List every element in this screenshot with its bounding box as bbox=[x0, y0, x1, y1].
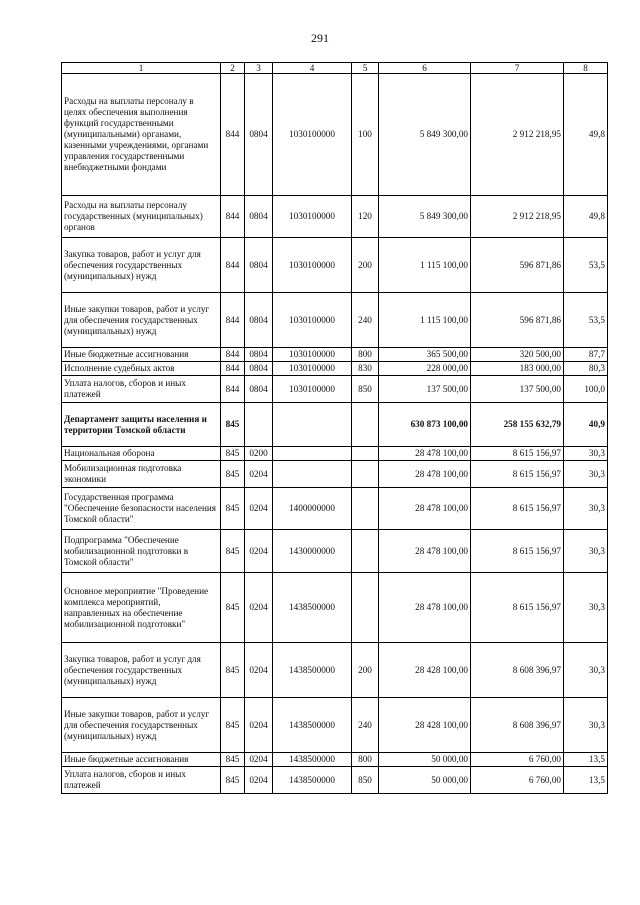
column-header: 3 bbox=[245, 63, 273, 74]
cell-expense-type: 800 bbox=[352, 348, 379, 362]
budget-table bbox=[61, 62, 608, 794]
cell-fact: 258 155 632,79 bbox=[471, 403, 564, 447]
cell-name: Иные закупки товаров, работ и услуг для обеспечения государственных (муниципальных) нужд bbox=[62, 698, 221, 753]
cell-section: 0204 bbox=[245, 488, 273, 530]
cell-name: Департамент защиты населения и территории Томской области bbox=[62, 403, 221, 447]
column-header: 5 bbox=[352, 63, 379, 74]
cell-plan: 28 428 100,00 bbox=[379, 698, 471, 753]
cell-fact: 320 500,00 bbox=[471, 348, 564, 362]
cell-percent: 40,9 bbox=[564, 403, 608, 447]
cell-percent: 30,3 bbox=[564, 447, 608, 461]
cell-section: 0204 bbox=[245, 530, 273, 573]
cell-grbs: 845 bbox=[221, 698, 245, 753]
table-row bbox=[62, 753, 608, 767]
cell-grbs: 844 bbox=[221, 293, 245, 348]
cell-fact: 2 912 218,95 bbox=[471, 74, 564, 196]
cell-grbs: 844 bbox=[221, 74, 245, 196]
cell-percent: 49,8 bbox=[564, 74, 608, 196]
cell-expense-type: 850 bbox=[352, 767, 379, 794]
cell-grbs: 845 bbox=[221, 403, 245, 447]
cell-plan: 28 478 100,00 bbox=[379, 488, 471, 530]
cell-expense-type bbox=[352, 461, 379, 488]
cell-target-article: 1030100000 bbox=[273, 376, 352, 403]
cell-expense-type bbox=[352, 573, 379, 643]
cell-plan: 1 115 100,00 bbox=[379, 293, 471, 348]
table-row bbox=[62, 488, 608, 530]
cell-grbs: 845 bbox=[221, 461, 245, 488]
cell-name: Расходы на выплаты персоналу государственных (муниципальных) органов bbox=[62, 196, 221, 238]
cell-target-article: 1438500000 bbox=[273, 698, 352, 753]
table-row bbox=[62, 698, 608, 753]
cell-name: Подпрограмма "Обеспечение мобилизационной подготовки в Томской области" bbox=[62, 530, 221, 573]
cell-percent: 30,3 bbox=[564, 698, 608, 753]
cell-expense-type: 830 bbox=[352, 362, 379, 376]
cell-section: 0204 bbox=[245, 698, 273, 753]
cell-plan: 1 115 100,00 bbox=[379, 238, 471, 293]
cell-expense-type bbox=[352, 488, 379, 530]
cell-percent: 30,3 bbox=[564, 643, 608, 698]
table-header-row bbox=[62, 63, 608, 74]
cell-fact: 6 760,00 bbox=[471, 767, 564, 794]
cell-expense-type: 200 bbox=[352, 643, 379, 698]
cell-grbs: 845 bbox=[221, 573, 245, 643]
cell-fact: 8 615 156,97 bbox=[471, 488, 564, 530]
cell-target-article: 1438500000 bbox=[273, 753, 352, 767]
table-row bbox=[62, 403, 608, 447]
cell-name: Иные бюджетные ассигнования bbox=[62, 348, 221, 362]
cell-grbs: 845 bbox=[221, 643, 245, 698]
cell-target-article: 1030100000 bbox=[273, 362, 352, 376]
cell-fact: 6 760,00 bbox=[471, 753, 564, 767]
cell-target-article bbox=[273, 403, 352, 447]
table-row bbox=[62, 348, 608, 362]
page-number: 291 bbox=[311, 31, 329, 45]
cell-expense-type: 100 bbox=[352, 74, 379, 196]
cell-expense-type: 120 bbox=[352, 196, 379, 238]
cell-plan: 228 000,00 bbox=[379, 362, 471, 376]
table-row bbox=[62, 376, 608, 403]
cell-expense-type: 240 bbox=[352, 293, 379, 348]
cell-target-article bbox=[273, 447, 352, 461]
table-row bbox=[62, 293, 608, 348]
cell-expense-type: 800 bbox=[352, 753, 379, 767]
cell-section: 0804 bbox=[245, 362, 273, 376]
cell-target-article: 1030100000 bbox=[273, 293, 352, 348]
cell-section: 0200 bbox=[245, 447, 273, 461]
table-row bbox=[62, 767, 608, 794]
cell-expense-type bbox=[352, 530, 379, 573]
cell-section: 0204 bbox=[245, 753, 273, 767]
cell-name: Основное мероприятие "Проведение комплекса мероприятий, направленных на обеспечение мобилизационной подготовки" bbox=[62, 573, 221, 643]
cell-plan: 28 428 100,00 bbox=[379, 643, 471, 698]
table-row bbox=[62, 643, 608, 698]
cell-target-article bbox=[273, 461, 352, 488]
cell-target-article: 1030100000 bbox=[273, 238, 352, 293]
cell-fact: 8 615 156,97 bbox=[471, 461, 564, 488]
cell-plan: 28 478 100,00 bbox=[379, 447, 471, 461]
cell-percent: 30,3 bbox=[564, 461, 608, 488]
table-row bbox=[62, 530, 608, 573]
cell-plan: 28 478 100,00 bbox=[379, 530, 471, 573]
cell-fact: 2 912 218,95 bbox=[471, 196, 564, 238]
cell-grbs: 845 bbox=[221, 753, 245, 767]
table-row bbox=[62, 362, 608, 376]
cell-name: Национальная оборона bbox=[62, 447, 221, 461]
cell-fact: 8 608 396,97 bbox=[471, 643, 564, 698]
cell-name: Расходы на выплаты персоналу в целях обеспечения выполнения функций государственными (муниципальными) органами, казенными учреждениями, органами управления государственными внебюджетными фондами bbox=[62, 74, 221, 196]
cell-section: 0804 bbox=[245, 196, 273, 238]
cell-section: 0804 bbox=[245, 376, 273, 403]
cell-name: Государственная программа "Обеспечение безопасности населения Томской области" bbox=[62, 488, 221, 530]
cell-plan: 28 478 100,00 bbox=[379, 573, 471, 643]
column-header: 8 bbox=[564, 63, 608, 74]
cell-grbs: 845 bbox=[221, 488, 245, 530]
cell-percent: 80,3 bbox=[564, 362, 608, 376]
column-header: 7 bbox=[471, 63, 564, 74]
cell-section: 0204 bbox=[245, 573, 273, 643]
cell-section: 0804 bbox=[245, 74, 273, 196]
cell-fact: 137 500,00 bbox=[471, 376, 564, 403]
table-row bbox=[62, 196, 608, 238]
cell-percent: 87,7 bbox=[564, 348, 608, 362]
table-row bbox=[62, 461, 608, 488]
cell-target-article: 1438500000 bbox=[273, 573, 352, 643]
cell-grbs: 845 bbox=[221, 767, 245, 794]
cell-target-article: 1030100000 bbox=[273, 74, 352, 196]
cell-target-article: 1400000000 bbox=[273, 488, 352, 530]
cell-grbs: 844 bbox=[221, 196, 245, 238]
cell-grbs: 844 bbox=[221, 238, 245, 293]
cell-plan: 50 000,00 bbox=[379, 767, 471, 794]
table-row bbox=[62, 447, 608, 461]
cell-section: 0804 bbox=[245, 348, 273, 362]
cell-fact: 8 615 156,97 bbox=[471, 530, 564, 573]
cell-target-article: 1030100000 bbox=[273, 196, 352, 238]
cell-percent: 30,3 bbox=[564, 530, 608, 573]
cell-expense-type: 240 bbox=[352, 698, 379, 753]
cell-percent: 53,5 bbox=[564, 293, 608, 348]
cell-grbs: 844 bbox=[221, 362, 245, 376]
cell-name: Иные бюджетные ассигнования bbox=[62, 753, 221, 767]
cell-plan: 50 000,00 bbox=[379, 753, 471, 767]
cell-name: Иные закупки товаров, работ и услуг для обеспечения государственных (муниципальных) нужд bbox=[62, 293, 221, 348]
cell-section: 0204 bbox=[245, 767, 273, 794]
cell-fact: 183 000,00 bbox=[471, 362, 564, 376]
cell-target-article: 1438500000 bbox=[273, 643, 352, 698]
column-header: 1 bbox=[62, 63, 221, 74]
cell-expense-type bbox=[352, 403, 379, 447]
cell-fact: 8 615 156,97 bbox=[471, 447, 564, 461]
cell-grbs: 845 bbox=[221, 447, 245, 461]
cell-plan: 630 873 100,00 bbox=[379, 403, 471, 447]
cell-plan: 137 500,00 bbox=[379, 376, 471, 403]
cell-plan: 5 849 300,00 bbox=[379, 74, 471, 196]
cell-section: 0204 bbox=[245, 461, 273, 488]
cell-grbs: 845 bbox=[221, 530, 245, 573]
cell-expense-type: 850 bbox=[352, 376, 379, 403]
cell-section: 0204 bbox=[245, 643, 273, 698]
cell-section: 0804 bbox=[245, 293, 273, 348]
cell-grbs: 844 bbox=[221, 348, 245, 362]
cell-percent: 30,3 bbox=[564, 573, 608, 643]
cell-name: Уплата налогов, сборов и иных платежей bbox=[62, 767, 221, 794]
cell-percent: 30,3 bbox=[564, 488, 608, 530]
cell-plan: 28 478 100,00 bbox=[379, 461, 471, 488]
cell-name: Исполнение судебных актов bbox=[62, 362, 221, 376]
cell-expense-type bbox=[352, 447, 379, 461]
cell-percent: 13,5 bbox=[564, 753, 608, 767]
cell-percent: 49,8 bbox=[564, 196, 608, 238]
cell-fact: 8 615 156,97 bbox=[471, 573, 564, 643]
cell-grbs: 844 bbox=[221, 376, 245, 403]
column-header: 4 bbox=[273, 63, 352, 74]
cell-percent: 100,0 bbox=[564, 376, 608, 403]
table-row bbox=[62, 573, 608, 643]
cell-plan: 5 849 300,00 bbox=[379, 196, 471, 238]
cell-percent: 53,5 bbox=[564, 238, 608, 293]
cell-target-article: 1030100000 bbox=[273, 348, 352, 362]
cell-fact: 596 871,86 bbox=[471, 238, 564, 293]
cell-plan: 365 500,00 bbox=[379, 348, 471, 362]
cell-target-article: 1430000000 bbox=[273, 530, 352, 573]
table-row bbox=[62, 238, 608, 293]
cell-name: Закупка товаров, работ и услуг для обеспечения государственных (муниципальных) нужд bbox=[62, 238, 221, 293]
cell-target-article: 1438500000 bbox=[273, 767, 352, 794]
cell-name: Закупка товаров, работ и услуг для обеспечения государственных (муниципальных) нужд bbox=[62, 643, 221, 698]
cell-name: Уплата налогов, сборов и иных платежей bbox=[62, 376, 221, 403]
cell-section: 0804 bbox=[245, 238, 273, 293]
cell-name: Мобилизационная подготовка экономики bbox=[62, 461, 221, 488]
cell-percent: 13,5 bbox=[564, 767, 608, 794]
cell-expense-type: 200 bbox=[352, 238, 379, 293]
column-header: 2 bbox=[221, 63, 245, 74]
cell-fact: 8 608 396,97 bbox=[471, 698, 564, 753]
column-header: 6 bbox=[379, 63, 471, 74]
cell-section bbox=[245, 403, 273, 447]
cell-fact: 596 871,86 bbox=[471, 293, 564, 348]
table-row bbox=[62, 74, 608, 196]
